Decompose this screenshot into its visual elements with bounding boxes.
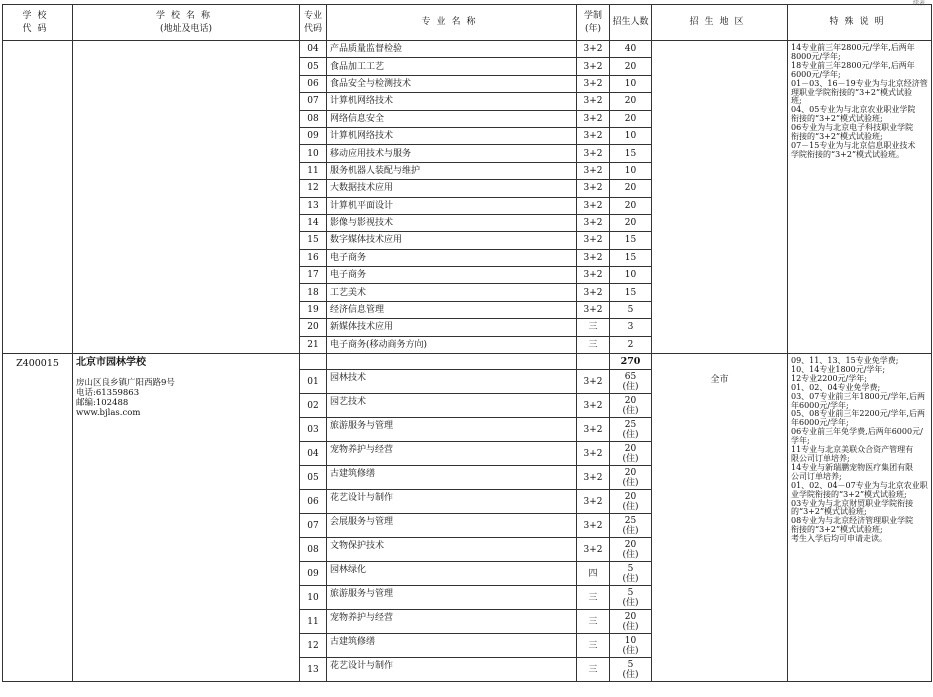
major-duration: 3+2	[577, 466, 610, 490]
major-name: 数字媒体技术应用	[327, 232, 577, 249]
enrollment-count: 20	[624, 200, 637, 211]
total-row	[3, 354, 932, 370]
major-count	[610, 127, 652, 144]
note-line: 11专业与北京美联众合资产管理有	[791, 445, 914, 455]
boarding-note: (住)	[622, 597, 639, 608]
enrollment-count: 15	[624, 252, 637, 263]
header-school-code: 学校 代码	[3, 5, 73, 41]
school-address-line: 邮编:102488	[76, 398, 129, 409]
major-count	[610, 610, 652, 634]
note-line: 8000元/学年;	[791, 51, 841, 61]
header-major-name: 专业名称	[327, 5, 577, 41]
boarding-note: (住)	[622, 573, 639, 584]
boarding-note: (住)	[622, 549, 639, 560]
major-name: 园林技术	[327, 370, 577, 394]
major-count	[610, 394, 652, 418]
enrollment-count: 40	[624, 44, 637, 55]
major-code: 06	[300, 490, 327, 514]
major-duration: 三	[577, 336, 610, 353]
duration-cell	[577, 354, 610, 370]
major-duration: 三	[577, 610, 610, 634]
note-line: 考生入学后均可申请走读。	[791, 534, 887, 544]
major-code: 04	[300, 41, 327, 58]
major-duration: 3+2	[577, 41, 610, 58]
school-info-cell	[73, 354, 300, 682]
major-duration: 3+2	[577, 249, 610, 266]
major-name: 食品加工工艺	[327, 58, 577, 75]
enrollment-count: 15	[624, 148, 637, 159]
note-line: 的“3+2”模式试验班;	[791, 507, 867, 517]
major-code: 05	[300, 58, 327, 75]
major-duration: 3+2	[577, 267, 610, 284]
enrollment-count: 25	[624, 419, 637, 430]
school-info-cell	[73, 41, 300, 354]
enrollment-count: 10	[624, 165, 637, 176]
enrollment-count: 10	[624, 78, 637, 89]
enrollment-count: 10	[624, 635, 637, 646]
school-address-line: 电话:61359863	[76, 388, 140, 399]
enrollment-count: 20	[624, 611, 637, 622]
major-name: 园林绿化	[327, 562, 577, 586]
major-duration: 3+2	[577, 214, 610, 231]
major-code: 12	[300, 634, 327, 658]
boarding-note: (住)	[622, 453, 639, 464]
major-code: 16	[300, 249, 327, 266]
major-code: 19	[300, 301, 327, 318]
school-code-cell: Z400015	[3, 354, 73, 682]
major-name: 服务机器人装配与维护	[327, 162, 577, 179]
enrollment-count: 10	[624, 131, 637, 142]
enrollment-count: 15	[624, 287, 637, 298]
header-notes: 特殊说明	[788, 5, 932, 41]
note-line: 06专业为与北京电子科技职业学院	[791, 123, 914, 133]
major-count	[610, 514, 652, 538]
major-duration: 3+2	[577, 490, 610, 514]
boarding-note: (住)	[622, 477, 639, 488]
major-name: 花艺设计与制作	[327, 490, 577, 514]
boarding-note: (住)	[622, 669, 639, 680]
note-line: 限公司订单培养;	[791, 454, 850, 463]
major-count	[610, 284, 652, 301]
major-code: 07	[300, 93, 327, 110]
major-code: 07	[300, 514, 327, 538]
boarding-note: (住)	[622, 501, 639, 512]
major-duration: 3+2	[577, 301, 610, 318]
major-duration: 3+2	[577, 93, 610, 110]
major-duration: 三	[577, 634, 610, 658]
note-line: 学年;	[791, 436, 810, 446]
major-count	[610, 249, 652, 266]
major-count	[610, 490, 652, 514]
note-line: 10、14专业1800元/学年;	[791, 364, 886, 374]
region-cell: 全市	[652, 354, 788, 682]
major-count	[610, 162, 652, 179]
major-name: 园艺技术	[327, 394, 577, 418]
enrollment-count: 15	[624, 235, 637, 246]
major-name: 经济信息管理	[327, 301, 577, 318]
boarding-note: (住)	[622, 381, 639, 392]
enrollment-count: 5	[627, 305, 634, 316]
major-duration: 3+2	[577, 58, 610, 75]
major-code: 10	[300, 586, 327, 610]
enrollment-count: 20	[624, 443, 637, 454]
enrollment-count: 5	[627, 563, 634, 574]
note-line: 年6000元/学年;	[791, 418, 849, 428]
note-line: 衔接的“3+2”模式试验班;	[791, 525, 883, 535]
major-code: 14	[300, 214, 327, 231]
boarding-note: (住)	[622, 405, 639, 416]
note-line: 12专业2200元/学年;	[791, 373, 867, 383]
major-count	[610, 93, 652, 110]
major-code: 09	[300, 127, 327, 144]
major-duration: 四	[577, 562, 610, 586]
major-duration: 3+2	[577, 162, 610, 179]
major-code-cell	[300, 354, 327, 370]
header-major-code: 专业 代码	[300, 5, 327, 41]
major-name: 电子商务	[327, 267, 577, 284]
note-line: 公司订单培养;	[791, 471, 842, 481]
major-name: 新媒体技术应用	[327, 319, 577, 336]
table-row	[3, 41, 932, 58]
major-name: 旅游服务与管理	[327, 586, 577, 610]
major-duration: 3+2	[577, 145, 610, 162]
major-code: 18	[300, 284, 327, 301]
major-count	[610, 180, 652, 197]
major-count	[610, 41, 652, 58]
major-code: 02	[300, 394, 327, 418]
enrollment-count: 20	[624, 539, 637, 550]
major-code: 03	[300, 418, 327, 442]
enrollment-count: 5	[627, 659, 634, 670]
note-line: 学院衔接的“3+2”模式试验班。	[791, 149, 905, 159]
school-address-line: 房山区良乡镇广阳西路9号	[76, 378, 175, 389]
major-count	[610, 267, 652, 284]
major-code: 04	[300, 442, 327, 466]
major-code: 09	[300, 562, 327, 586]
major-name: 计算机平面设计	[327, 197, 577, 214]
major-code: 10	[300, 145, 327, 162]
major-code: 13	[300, 197, 327, 214]
enrollment-count: 25	[624, 515, 637, 526]
enrollment-count: 20	[624, 218, 637, 229]
boarding-note: (住)	[622, 525, 639, 536]
enrollment-count: 20	[624, 113, 637, 124]
enrollment-count: 20	[624, 491, 637, 502]
note-line: 班;	[791, 96, 802, 106]
region-cell	[652, 41, 788, 354]
major-duration: 3+2	[577, 418, 610, 442]
major-name: 会展服务与管理	[327, 514, 577, 538]
enrollment-count: 10	[624, 270, 637, 281]
major-code: 17	[300, 267, 327, 284]
major-duration: 三	[577, 658, 610, 682]
major-name: 古建筑修缮	[327, 466, 577, 490]
page-corner-mark: 续表	[912, 0, 925, 7]
note-line: 01、02、04－07专业为与北京农业职	[791, 480, 928, 490]
total-count: 270	[610, 354, 652, 370]
note-line: 6000元/学年;	[791, 69, 841, 79]
major-count	[610, 586, 652, 610]
enrollment-table	[2, 4, 932, 682]
major-name: 旅游服务与管理	[327, 418, 577, 442]
major-name-cell	[327, 354, 577, 370]
enrollment-count: 2	[627, 339, 634, 350]
note-line: 01－03、16－19专业为与北京经济管	[791, 78, 928, 88]
major-code: 21	[300, 336, 327, 353]
major-name: 宠物养护与经营	[327, 610, 577, 634]
major-name: 花艺设计与制作	[327, 658, 577, 682]
enrollment-count: 5	[627, 587, 634, 598]
note-line: 03专业为与北京财贸职业学院衔接	[791, 498, 914, 508]
major-count	[610, 145, 652, 162]
major-name: 食品安全与检测技术	[327, 75, 577, 92]
major-name: 文物保护技术	[327, 538, 577, 562]
major-code: 05	[300, 466, 327, 490]
note-line: 09、11、13、15专业免学费;	[791, 356, 899, 366]
major-duration: 3+2	[577, 370, 610, 394]
header-school-name: 学校名称 (地址及电话)	[73, 5, 300, 41]
major-name: 工艺美术	[327, 284, 577, 301]
note-line: 理职业学院衔接的“3+2”模式试验	[791, 87, 913, 97]
major-duration: 3+2	[577, 197, 610, 214]
note-line: 01、02、04专业免学费;	[791, 382, 881, 392]
note-line: 14专业与新瑞鹏宠物医疗集团有限	[791, 462, 914, 472]
major-count	[610, 214, 652, 231]
major-duration: 3+2	[577, 394, 610, 418]
enrollment-count: 20	[624, 395, 637, 406]
major-count	[610, 562, 652, 586]
major-duration: 3+2	[577, 538, 610, 562]
note-line: 衔接的“3+2”模式试验班;	[791, 114, 883, 124]
major-count	[610, 110, 652, 127]
notes-cell	[788, 41, 932, 354]
major-duration: 3+2	[577, 442, 610, 466]
boarding-note: (住)	[622, 621, 639, 632]
major-duration: 3+2	[577, 514, 610, 538]
major-name: 影像与影视技术	[327, 214, 577, 231]
note-line: 03、07专业前三年1800元/学年,后两	[791, 391, 925, 401]
school-2-rows	[3, 354, 932, 682]
major-code: 12	[300, 180, 327, 197]
major-name: 计算机网络技术	[327, 127, 577, 144]
enrollment-count: 20	[624, 183, 637, 194]
major-duration: 3+2	[577, 232, 610, 249]
school-address	[76, 378, 296, 418]
major-code: 11	[300, 162, 327, 179]
note-line: 07－15专业为与北京信息职业技术	[791, 140, 916, 150]
note-line: 08专业为与北京经济管理职业学院	[791, 516, 914, 526]
major-code: 15	[300, 232, 327, 249]
major-duration: 三	[577, 586, 610, 610]
major-count	[610, 442, 652, 466]
major-duration: 3+2	[577, 127, 610, 144]
major-duration: 3+2	[577, 110, 610, 127]
boarding-note: (住)	[622, 645, 639, 656]
major-name: 宠物养护与经营	[327, 442, 577, 466]
major-code: 13	[300, 658, 327, 682]
major-code: 08	[300, 110, 327, 127]
major-duration: 3+2	[577, 75, 610, 92]
major-name: 电子商务	[327, 249, 577, 266]
major-count	[610, 336, 652, 353]
notes-cell	[788, 354, 932, 682]
boarding-note: (住)	[622, 429, 639, 440]
major-name: 计算机网络技术	[327, 93, 577, 110]
major-count	[610, 418, 652, 442]
header-enrollment: 招生人数	[610, 5, 652, 41]
note-line: 04、05专业为与北京农业职业学院	[791, 105, 916, 115]
enrollment-count: 20	[624, 61, 637, 72]
major-duration: 三	[577, 319, 610, 336]
enrollment-count: 20	[624, 96, 637, 107]
major-name: 大数据技术应用	[327, 180, 577, 197]
note-line: 年6000元/学年;	[791, 400, 849, 410]
major-count	[610, 197, 652, 214]
major-code: 06	[300, 75, 327, 92]
major-code: 08	[300, 538, 327, 562]
enrollment-count: 3	[627, 322, 634, 333]
enrollment-count: 20	[624, 467, 637, 478]
major-count	[610, 466, 652, 490]
major-count	[610, 658, 652, 682]
major-count	[610, 301, 652, 318]
school-address-line: www.bjlas.com	[76, 408, 141, 419]
school-code-cell	[3, 41, 73, 354]
major-name: 移动应用技术与服务	[327, 145, 577, 162]
note-line: 06专业前三年免学费,后两年6000元/	[791, 427, 923, 437]
major-duration: 3+2	[577, 180, 610, 197]
note-line: 业学院衔接的“3+2”模式试验班;	[791, 489, 907, 499]
major-name: 电子商务(移动商务方向)	[327, 336, 577, 353]
major-name: 产品质量监督检验	[327, 41, 577, 58]
note-line: 衔接的“3+2”模式试验班;	[791, 132, 883, 142]
enrollment-count: 65	[624, 371, 637, 382]
school-1-rows	[3, 41, 932, 354]
header-duration: 学制 (年)	[577, 5, 610, 41]
major-count	[610, 58, 652, 75]
major-code: 01	[300, 370, 327, 394]
major-name: 网络信息安全	[327, 110, 577, 127]
major-code: 20	[300, 319, 327, 336]
major-count	[610, 319, 652, 336]
note-line: 18专业前三年2800元/学年,后两年	[791, 60, 915, 70]
major-count	[610, 370, 652, 394]
major-count	[610, 538, 652, 562]
major-name: 古建筑修缮	[327, 634, 577, 658]
major-count	[610, 232, 652, 249]
header-region: 招生地区	[652, 5, 788, 41]
note-line: 14专业前三年2800元/学年,后两年	[791, 43, 915, 52]
major-count	[610, 75, 652, 92]
note-line: 05、08专业前三年2200元/学年,后两	[791, 409, 925, 419]
major-duration: 3+2	[577, 284, 610, 301]
school-name: 北京市园林学校	[76, 357, 146, 369]
major-count	[610, 634, 652, 658]
major-code: 11	[300, 610, 327, 634]
